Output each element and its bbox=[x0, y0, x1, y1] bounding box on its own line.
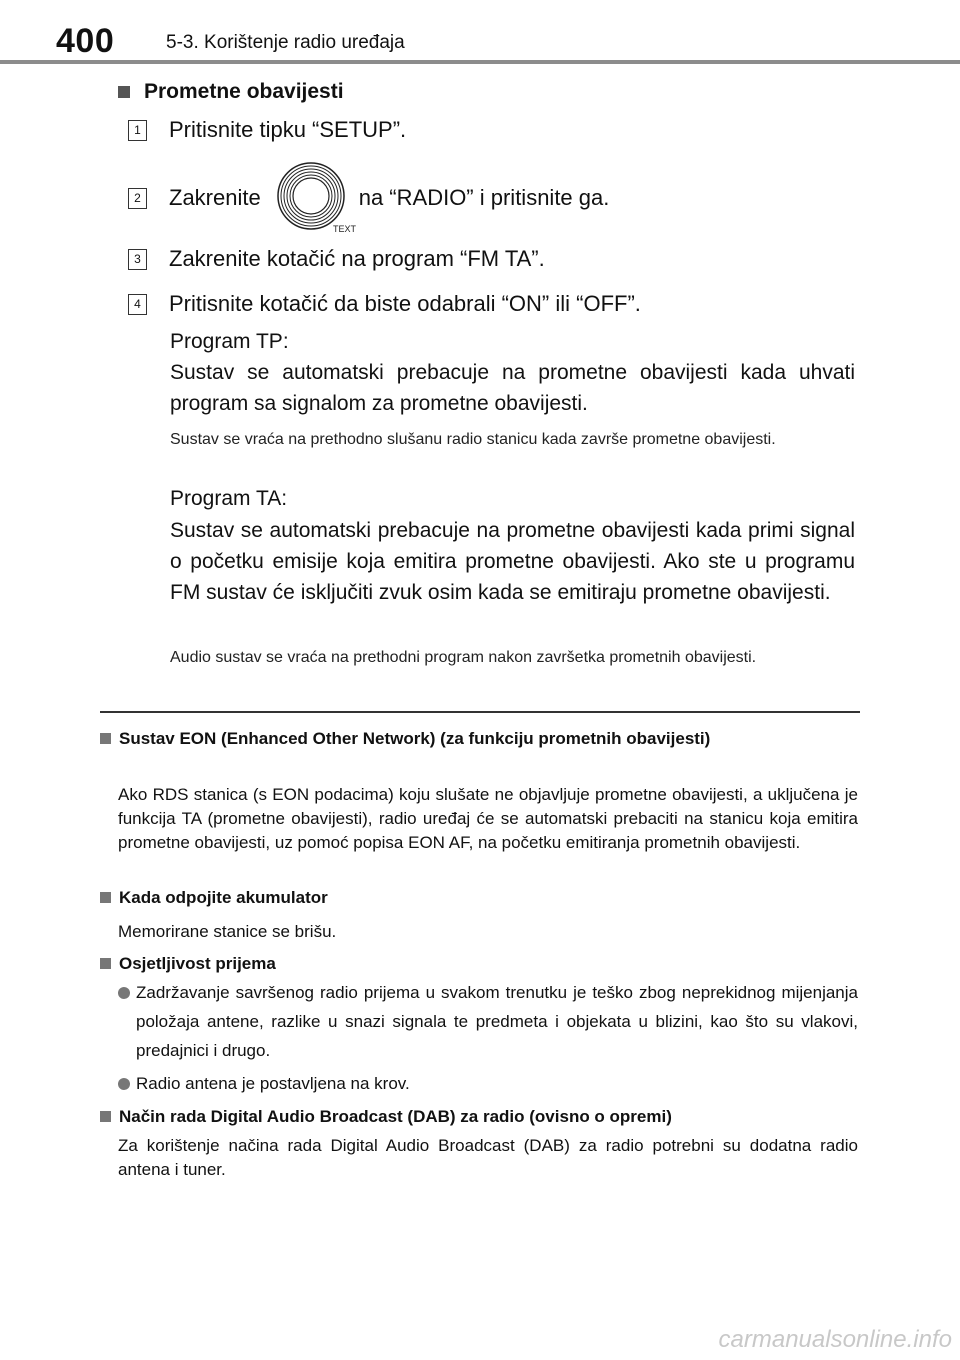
note-body-battery: Memorirane stanice se brišu. bbox=[118, 922, 337, 941]
step-3 bbox=[128, 246, 545, 272]
round-bullet-icon bbox=[118, 1078, 130, 1090]
note-body-eon: Ako RDS stanica (s EON podacima) koju slušate ne objavljuje prometne obavijesti, a uključena je funkcija TA (prometne obavijesti), radio uređaj će se automatski prebaciti na stanicu koja emitira prometne obavijesti, uz pomoć popisa EON AF, na početku emitiranja prometnih obavijesti. bbox=[118, 785, 858, 852]
step-text-before: Zakrenite bbox=[169, 185, 261, 210]
note-body-dab: Za korištenje načina rada Digital Audio Broadcast (DAB) za radio potrebni su dodatna radio antena i tuner. bbox=[118, 1136, 858, 1179]
step-number: 3 bbox=[128, 249, 147, 270]
tp-label: Program TP: bbox=[170, 330, 289, 353]
tp-text: Sustav se automatski prebacuje na prometne obavijesti kada uhvati program sa signalom za prometne obavijesti. bbox=[170, 361, 855, 415]
square-bullet-icon bbox=[100, 1111, 111, 1122]
note-heading-dab bbox=[98, 1105, 860, 1129]
step-text: Pritisnite kotačić da biste odabrali “ON” ili “OFF”. bbox=[169, 291, 641, 316]
square-bullet-icon bbox=[100, 892, 111, 903]
section-divider bbox=[100, 711, 860, 713]
reception-bullet-2 bbox=[118, 1069, 858, 1098]
step-4 bbox=[128, 291, 641, 317]
step-text: Pritisnite tipku “SETUP”. bbox=[169, 117, 407, 142]
note-heading-reception bbox=[98, 952, 860, 976]
step-text: Zakrenite kotačić na program “FM TA”. bbox=[169, 246, 545, 271]
bullet-text: Zadržavanje savršenog radio prijema u svakom trenutku je teško zbog neprekidnog mijenjanja položaja antene, razlike u snazi signala te predmeta i objekata u blizini, kao što su vlakovi, predajnici i drugo. bbox=[136, 983, 858, 1060]
watermark: carmanualsonline.info bbox=[718, 1326, 952, 1353]
bullet-text: Radio antena je postavljena na krov. bbox=[136, 1074, 410, 1093]
page-header bbox=[0, 22, 960, 66]
section-heading bbox=[118, 80, 344, 104]
knob-label: TEXT bbox=[332, 224, 356, 234]
ta-text: Sustav se automatski prebacuje na prometne obavijesti kada primi signal o početku emisije koja emitira prometne obavijesti. Ako ste u programu FM sustav će isključiti zvuk osim kada se emitiraju prometne obavijesti. bbox=[170, 519, 855, 604]
note-title: Kada odpojite akumulator bbox=[119, 888, 328, 907]
step-number: 1 bbox=[128, 120, 147, 141]
step-2 bbox=[128, 160, 609, 236]
tp-note: Sustav se vraća na prethodno slušanu radio stanicu kada završe prometne obavijesti. bbox=[170, 431, 776, 448]
section-title: Prometne obavijesti bbox=[144, 80, 344, 103]
step-number: 4 bbox=[128, 294, 147, 315]
round-bullet-icon bbox=[118, 987, 130, 999]
page-number: 400 bbox=[56, 22, 115, 60]
step-text-after: na “RADIO” i pritisnite ga. bbox=[358, 185, 610, 210]
chapter-title: 5-3. Korištenje radio uređaja bbox=[166, 32, 405, 53]
ta-label: Program TA: bbox=[170, 487, 288, 510]
note-title: Osjetljivost prijema bbox=[119, 954, 276, 973]
step-1 bbox=[128, 117, 406, 143]
square-bullet-icon bbox=[100, 958, 111, 969]
note-title: Sustav EON (Enhanced Other Network) (za funkciju prometnih obavijesti) bbox=[119, 729, 711, 748]
square-bullet-icon bbox=[100, 733, 111, 744]
square-bullet-icon bbox=[118, 86, 130, 98]
note-heading-battery bbox=[98, 886, 860, 910]
step-number: 2 bbox=[128, 188, 147, 209]
note-heading-eon bbox=[98, 727, 860, 751]
reception-bullet-1 bbox=[118, 978, 858, 1065]
tune-knob-icon bbox=[273, 160, 356, 236]
ta-note: Audio sustav se vraća na prethodni program nakon završetka prometnih obavijesti. bbox=[170, 649, 757, 666]
note-title: Način rada Digital Audio Broadcast (DAB) za radio (ovisno o opremi) bbox=[119, 1107, 672, 1126]
header-rule bbox=[0, 60, 960, 64]
